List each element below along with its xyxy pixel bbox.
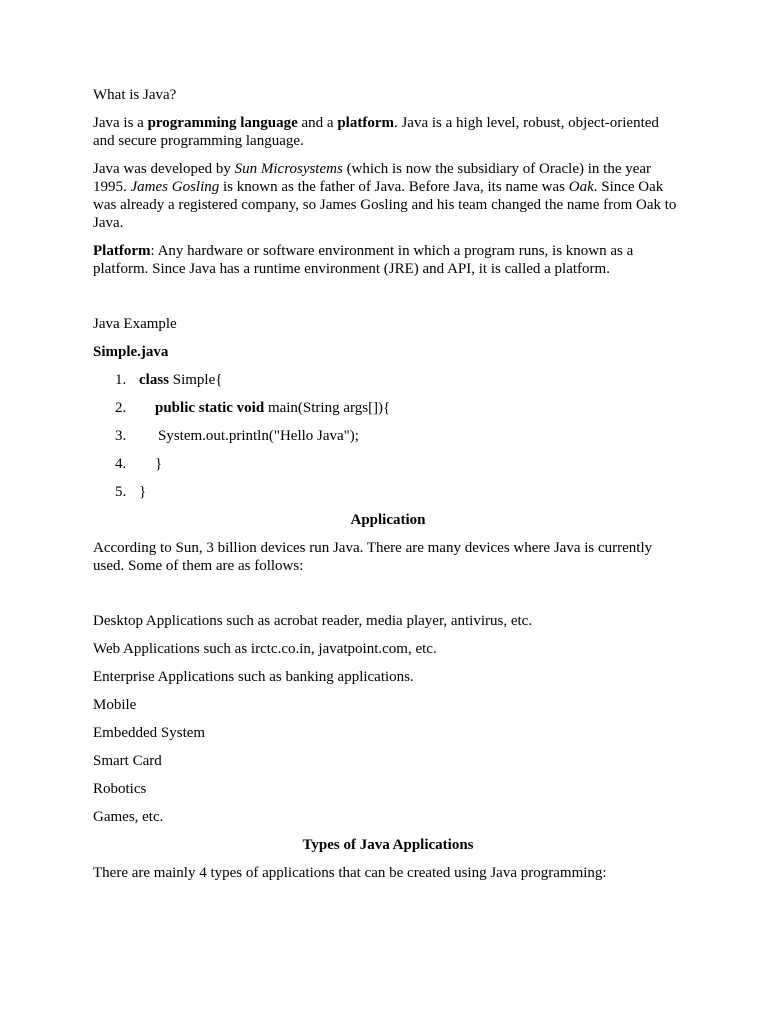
code-filename <box>93 343 683 361</box>
line-number: 4. <box>115 456 127 472</box>
text-run: is known as the father of Java. Before Java, its name was <box>219 179 569 195</box>
application-item: Robotics <box>93 781 147 797</box>
text-run: Java was developed by <box>93 161 235 177</box>
text-run: . Java is a high level, robust, object-oriented and secure programming language. <box>93 115 659 149</box>
application-item: Smart Card <box>93 753 162 769</box>
line-number: 5. <box>115 484 127 500</box>
java-definition-paragraph <box>93 114 683 150</box>
text-run: and a <box>297 115 338 131</box>
application-intro-paragraph: According to Sun, 3 billion devices run Java. There are many devices where Java is currently used. Some of them are as follows: <box>93 540 653 574</box>
line-number: 1. <box>115 372 127 388</box>
italic-run: James Gosling <box>130 179 220 195</box>
code-line <box>93 455 683 473</box>
application-item: Embedded System <box>93 725 206 741</box>
italic-run: Oak <box>568 179 594 195</box>
code-line <box>93 483 683 501</box>
code-text: System.out.println("Hello Java"); <box>158 428 359 444</box>
application-item: Enterprise Applications such as banking applications. <box>93 669 414 685</box>
code-text: } <box>139 484 147 500</box>
text-run: . Since Oak was already a registered company, so James Gosling and his team changed the name from Oak to Java. <box>93 179 677 231</box>
code-text: Simple{ <box>169 372 223 388</box>
platform-paragraph <box>93 242 683 278</box>
java-example-heading: Java Example <box>93 316 177 332</box>
text-run: Java is a <box>93 115 148 131</box>
code-listing <box>93 371 683 501</box>
code-line <box>93 427 683 445</box>
code-keyword: public static void <box>155 400 265 416</box>
heading-bold: Application <box>350 512 426 528</box>
types-intro-paragraph: There are mainly 4 types of applications that can be created using Java programming: <box>93 865 607 881</box>
code-line <box>93 371 683 389</box>
document-page <box>93 86 683 892</box>
heading-bold: Types of Java Applications <box>302 837 474 853</box>
application-item: Mobile <box>93 697 137 713</box>
application-item: Desktop Applications such as acrobat reader, media player, antivirus, etc. <box>93 613 533 629</box>
types-heading <box>93 836 683 854</box>
line-number: 3. <box>115 428 127 444</box>
bold-run: Platform <box>93 243 151 259</box>
filename-bold: Simple.java <box>93 344 169 360</box>
italic-run: Sun Microsystems <box>234 161 343 177</box>
line-number: 2. <box>115 400 127 416</box>
code-line <box>93 399 683 417</box>
what-is-java-heading: What is Java? <box>93 87 177 103</box>
code-text: } <box>155 456 163 472</box>
code-text: main(String args[]){ <box>264 400 391 416</box>
text-run: : Any hardware or software environment in which a program runs, is known as a platform. Since Java has a runtime environment (JRE) and API, it is called a platform. <box>93 243 634 277</box>
bold-run: programming language <box>147 115 298 131</box>
bold-run: platform <box>337 115 394 131</box>
code-keyword: class <box>139 372 169 388</box>
application-item: Games, etc. <box>93 809 164 825</box>
application-heading <box>93 511 683 529</box>
java-history-paragraph <box>93 160 683 232</box>
application-item: Web Applications such as irctc.co.in, javatpoint.com, etc. <box>93 641 437 657</box>
text-run: (which is now the subsidiary of Oracle) in the year 1995. <box>93 161 652 195</box>
